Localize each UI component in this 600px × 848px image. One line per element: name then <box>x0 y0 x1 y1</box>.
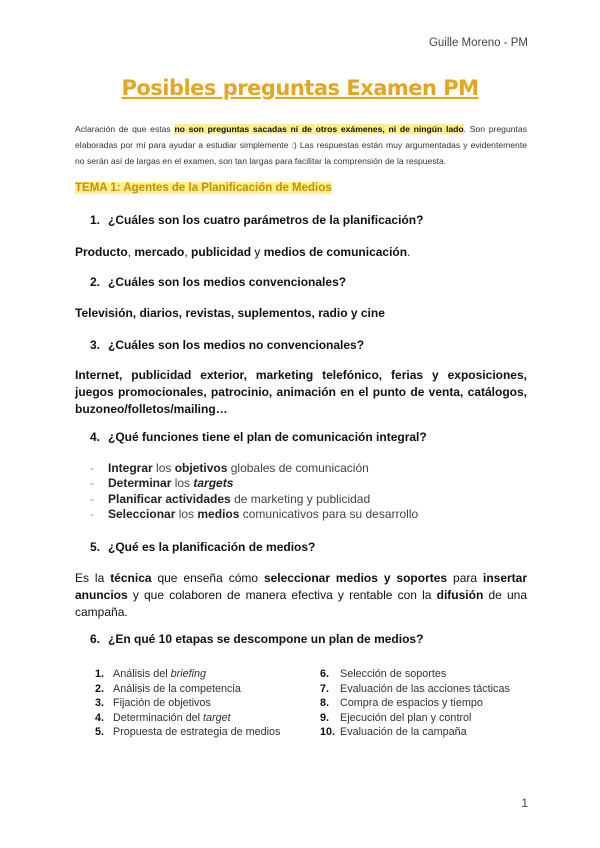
list-item <box>320 696 510 711</box>
bullet-text: los <box>175 506 198 521</box>
functions-list <box>90 461 418 522</box>
question-3-number: 3. <box>90 338 101 352</box>
stage-number: 2. <box>95 682 105 695</box>
stage-text: Fijación de objetivos <box>113 697 211 710</box>
question-2-number: 2. <box>90 275 101 289</box>
question-6-text: ¿En qué 10 etapas se descompone un plan de medios? <box>108 632 424 646</box>
bullet-text: de marketing y publicidad <box>230 491 371 506</box>
list-item <box>95 725 280 740</box>
bullet-dash: - <box>90 491 94 506</box>
stage-number: 9. <box>320 711 330 724</box>
stage-number: 10. <box>320 726 336 739</box>
bullet-dash: - <box>90 476 94 491</box>
page-title: Posibles preguntas Examen PM <box>121 76 479 100</box>
bullet-dash: - <box>90 506 94 521</box>
answer-5-bold: seleccionar medios y soportes <box>263 571 448 585</box>
answer-5-bold: insertar anuncios <box>75 571 528 602</box>
note-before: Aclaración de que estas <box>75 124 175 134</box>
bullet-bold: objetivos <box>174 461 228 475</box>
stage-number: 1. <box>95 668 105 680</box>
question-1-text: ¿Cuáles son los cuatro parámetros de la planificación? <box>108 213 424 227</box>
answer-1-part: Producto <box>75 245 128 259</box>
section-heading-text: TEMA 1: Agentes de la Planificación de Medios <box>75 182 332 194</box>
stage-text: Evaluación de las acciones tácticas <box>340 682 510 695</box>
bullet-text: los <box>171 476 194 491</box>
stage-number: 5. <box>95 726 105 739</box>
answer-5 <box>75 570 527 621</box>
bullet-dash: - <box>90 461 94 475</box>
stage-text: Evaluación de la campaña <box>340 726 467 739</box>
header-author: Guille Moreno - PM <box>428 37 528 49</box>
stage-text: Determinación del <box>113 711 204 724</box>
question-6 <box>90 632 423 646</box>
list-item <box>320 667 510 682</box>
stages-list-left <box>95 667 280 740</box>
question-3-text: ¿Cuáles son los medios no convencionales? <box>108 338 365 352</box>
list-item <box>320 725 510 740</box>
answer-1-sep: , <box>184 245 192 259</box>
question-4-text: ¿Qué funciones tiene el plan de comunicación integral? <box>108 430 427 444</box>
answer-5-bold: técnica <box>110 571 152 585</box>
stage-number: 4. <box>95 711 105 724</box>
question-2 <box>90 275 346 289</box>
answer-1-part: medios de comunicación <box>263 245 408 259</box>
answer-1-sep: , <box>127 245 135 259</box>
list-item <box>90 476 418 491</box>
list-item <box>95 667 280 682</box>
stages-list-right <box>320 667 510 740</box>
section-heading <box>75 182 332 194</box>
question-1-number: 1. <box>90 213 101 227</box>
bullet-bold: Planificar actividades <box>108 491 231 506</box>
list-item <box>90 461 418 476</box>
bullet-bold: medios <box>197 506 240 521</box>
stage-number: 6. <box>320 668 330 680</box>
answer-5-text: que enseña cómo <box>151 571 264 585</box>
list-item <box>90 507 418 522</box>
answer-1-part: mercado <box>134 245 185 259</box>
bullet-text: globales de comunicación <box>227 461 369 475</box>
stage-text: Análisis de la competencia <box>113 682 241 695</box>
bullet-text: comunicativos para su desarrollo <box>239 506 419 521</box>
stage-number: 8. <box>320 697 330 710</box>
bullet-text: los <box>152 461 175 475</box>
stage-text: Selección de soportes <box>340 668 447 680</box>
list-item <box>95 696 280 711</box>
stage-italic: target <box>203 711 231 724</box>
stage-italic: briefing <box>170 668 207 680</box>
stage-number: 7. <box>320 682 330 695</box>
question-5-text: ¿Qué es la planificación de medios? <box>108 540 316 554</box>
question-3 <box>90 338 364 352</box>
list-item <box>95 682 280 697</box>
answer-5-bold: difusión <box>436 588 484 602</box>
question-5 <box>90 540 315 554</box>
note-highlight: no son preguntas sacadas ni de otros exámenes, ni de ningún lado <box>174 124 464 134</box>
bullet-bold: Integrar <box>108 461 153 475</box>
list-item <box>90 492 418 507</box>
list-item <box>320 682 510 697</box>
stage-number: 3. <box>95 697 105 710</box>
page-number: 1 <box>521 796 528 810</box>
stage-text: Análisis del <box>113 668 171 680</box>
bullet-bold: Seleccionar <box>108 506 176 521</box>
answer-5-text: y que colaboren de manera efectiva y rentable con la <box>127 588 437 602</box>
answer-5-text: para <box>447 571 483 585</box>
note-after: . Son preguntas elaboradas por mí para ayudar a estudiar simplemente :) Las respuestas están muy argumentadas y evidentemente no serán así de largas en el examen, son tan largas para facilitar la comprensión de la respuesta. <box>75 124 527 167</box>
question-6-number: 6. <box>90 632 101 646</box>
list-item <box>320 711 510 726</box>
answer-1 <box>75 244 527 261</box>
answer-5-text: Es la <box>75 571 111 585</box>
question-5-number: 5. <box>90 540 101 554</box>
answer-1-sep: y <box>251 245 264 259</box>
question-4-number: 4. <box>90 430 101 444</box>
answer-1-sep: . <box>407 245 411 259</box>
intro-note <box>75 121 527 170</box>
stage-text: Compra de espacios y tiempo <box>340 697 483 710</box>
bullet-bold: targets <box>193 476 234 491</box>
answer-1-part: publicidad <box>191 245 252 259</box>
list-item <box>95 711 280 726</box>
stage-text: Ejecución del plan y control <box>340 711 472 724</box>
answer-5-text: de una campaña. <box>75 588 528 619</box>
question-2-text: ¿Cuáles son los medios convencionales? <box>108 275 347 289</box>
page-title-wrap <box>0 76 600 100</box>
question-1 <box>90 213 423 227</box>
stage-text: Propuesta de estrategia de medios <box>113 726 281 739</box>
question-4 <box>90 430 427 444</box>
answer-3: Internet, publicidad exterior, marketing telefónico, ferias y exposiciones, juegos promocionales, patrocinio, animación en el punto de venta, catálogos, buzoneo/folletos/mailing… <box>75 368 527 416</box>
bullet-bold: Determinar <box>108 476 172 491</box>
answer-2: Televisión, diarios, revistas, suplementos, radio y cine <box>75 306 385 320</box>
